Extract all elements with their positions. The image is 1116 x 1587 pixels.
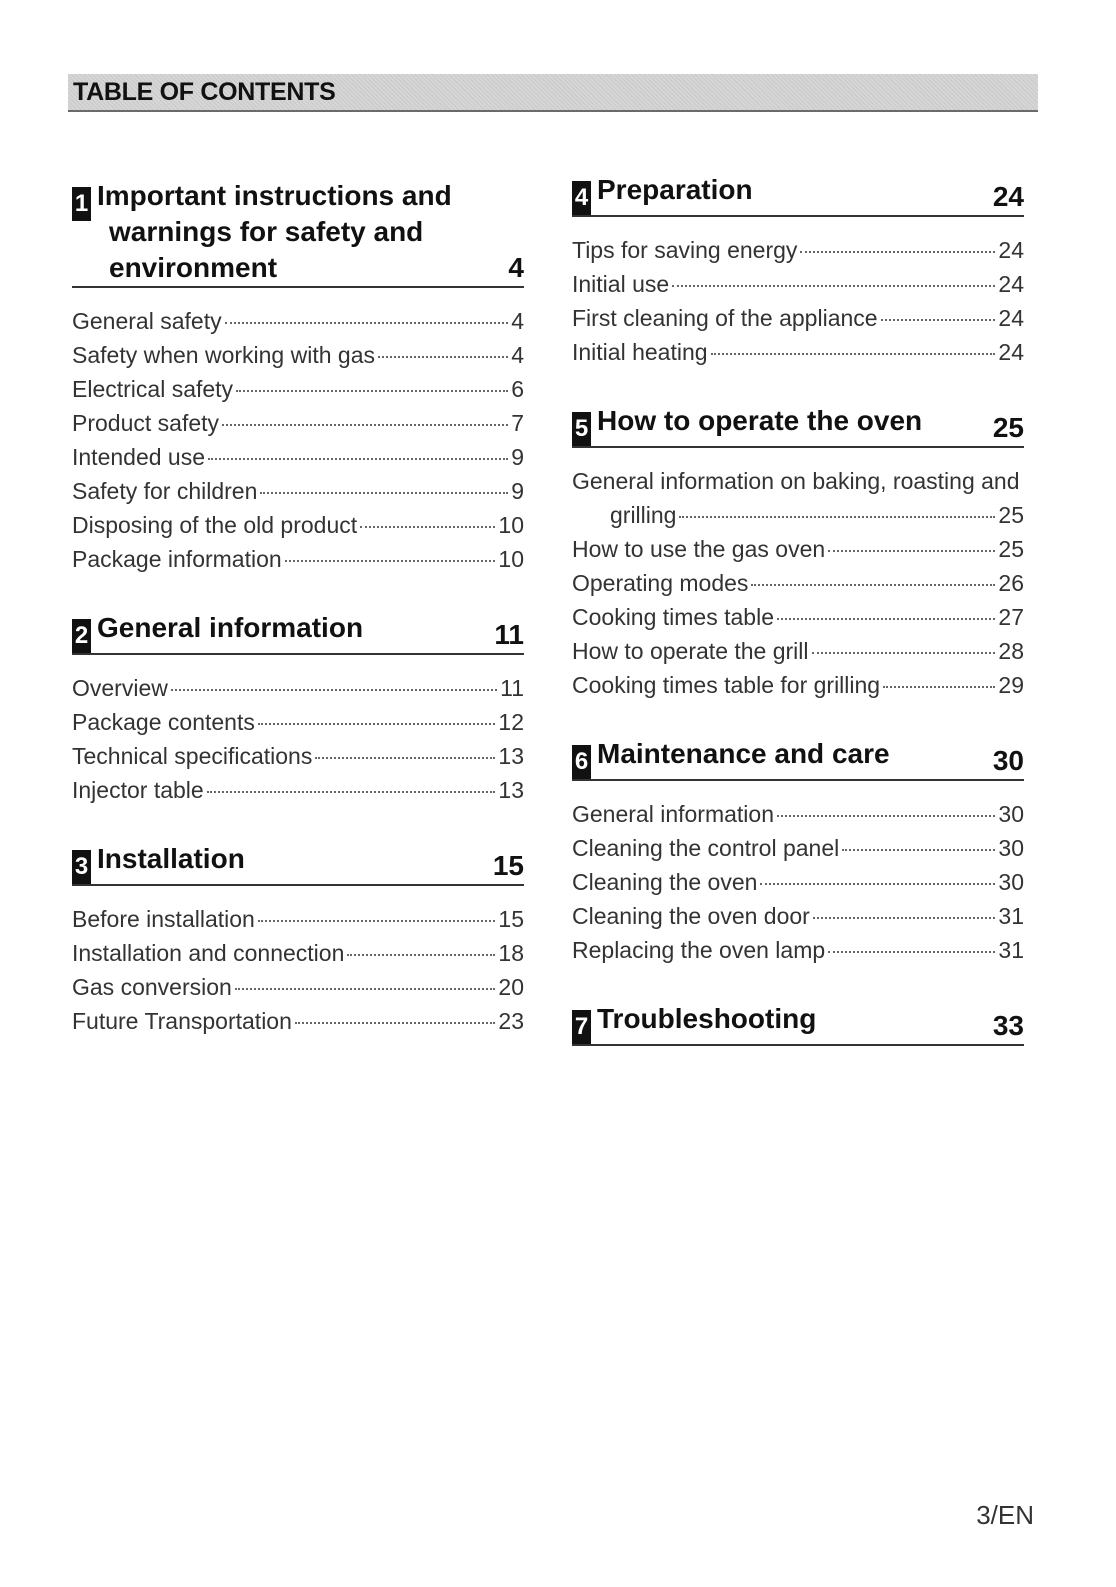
page-footer-label: 3/EN xyxy=(976,1500,1034,1530)
chapter-page-number: 4 xyxy=(508,252,524,283)
toc-entry[interactable]: Gas conversion 20 xyxy=(72,974,524,1000)
chapter-7-heading[interactable] xyxy=(572,1001,1024,1046)
toc-entry[interactable]: Safety when working with gas 4 xyxy=(72,342,524,368)
chapter-2-heading[interactable] xyxy=(72,610,524,655)
chapter-number-badge: 5 xyxy=(572,412,591,446)
chapter-number-badge: 3 xyxy=(72,850,91,884)
chapter-title: Maintenance and care xyxy=(597,738,890,769)
toc-entry[interactable]: General safety 4 xyxy=(72,308,524,334)
toc-entry[interactable]: Cleaning the oven door 31 xyxy=(572,903,1024,929)
chapter-5 xyxy=(572,403,1024,702)
chapter-number-badge: 2 xyxy=(72,619,91,653)
toc-entry[interactable]: Package contents 12 xyxy=(72,709,524,735)
chapter-page-number: 11 xyxy=(494,619,524,650)
toc-entry[interactable]: General information 30 xyxy=(572,801,1024,827)
toc-right-column xyxy=(572,172,1024,1046)
chapter-2 xyxy=(72,610,524,807)
toc-entry[interactable]: First cleaning of the appliance 24 xyxy=(572,305,1024,331)
chapter-title: General information xyxy=(97,612,364,643)
chapter-number-badge: 1 xyxy=(72,187,91,221)
toc-entry[interactable]: Before installation 15 xyxy=(72,906,524,932)
toc-entry[interactable]: Package information 10 xyxy=(72,546,524,572)
toc-entry[interactable]: Electrical safety 6 xyxy=(72,376,524,402)
chapter-page-number: 25 xyxy=(992,412,1024,443)
chapter-6-heading[interactable] xyxy=(572,736,1024,781)
toc-entry[interactable]: Cooking times table 27 xyxy=(572,604,1024,630)
chapter-7 xyxy=(572,1001,1024,1046)
chapter-1 xyxy=(72,178,524,576)
chapter-page-number: 24 xyxy=(992,181,1024,212)
chapter-number-badge: 4 xyxy=(572,181,591,215)
chapter-1-heading[interactable] xyxy=(72,178,524,288)
chapter-title: Preparation xyxy=(597,174,753,205)
toc-entry[interactable]: Replacing the oven lamp 31 xyxy=(572,937,1024,963)
toc-entry[interactable]: Technical specifications 13 xyxy=(72,743,524,769)
chapter-4 xyxy=(572,172,1024,369)
toc-entry[interactable]: How to operate the grill 28 xyxy=(572,638,1024,664)
toc-entry[interactable]: General information on baking, roasting and grilling 25 xyxy=(572,468,1024,528)
chapter-page-number: 30 xyxy=(992,745,1024,776)
chapter-3 xyxy=(72,841,524,1038)
chapter-title: How to operate the oven xyxy=(597,405,923,436)
toc-header-bar xyxy=(68,74,1038,112)
toc-entry[interactable]: Operating modes 26 xyxy=(572,570,1024,596)
toc-entry[interactable]: Injector table 13 xyxy=(72,777,524,803)
chapter-page-number: 15 xyxy=(492,850,524,881)
toc-entry[interactable]: Installation and connection 18 xyxy=(72,940,524,966)
chapter-5-heading[interactable] xyxy=(572,403,1024,448)
toc-title: TABLE OF CONTENTS xyxy=(73,78,336,106)
toc-entry[interactable]: Initial heating 24 xyxy=(572,339,1024,365)
chapter-title: Installation xyxy=(97,843,245,874)
toc-entry[interactable]: Product safety 7 xyxy=(72,410,524,436)
chapter-3-heading[interactable] xyxy=(72,841,524,886)
toc-entry[interactable]: Intended use 9 xyxy=(72,444,524,470)
chapter-6 xyxy=(572,736,1024,967)
toc-entry[interactable]: Disposing of the old product 10 xyxy=(72,512,524,538)
toc-entry[interactable]: Tips for saving energy 24 xyxy=(572,237,1024,263)
chapter-title: Important instructions and warnings for safety and environment xyxy=(97,180,452,283)
chapter-number-badge: 7 xyxy=(572,1010,591,1044)
chapter-page-number: 33 xyxy=(992,1010,1024,1041)
toc-entry[interactable]: Safety for children 9 xyxy=(72,478,524,504)
toc-entry[interactable]: Cleaning the oven 30 xyxy=(572,869,1024,895)
chapter-title: Troubleshooting xyxy=(597,1003,817,1034)
toc-left-column xyxy=(72,178,524,1038)
toc-entry[interactable]: Initial use 24 xyxy=(572,271,1024,297)
chapter-4-heading[interactable] xyxy=(572,172,1024,217)
toc-entry[interactable]: Overview 11 xyxy=(72,675,524,701)
toc-entry[interactable]: Future Transportation 23 xyxy=(72,1008,524,1034)
toc-entry[interactable]: Cooking times table for grilling 29 xyxy=(572,672,1024,698)
chapter-number-badge: 6 xyxy=(572,745,591,779)
toc-entry[interactable]: How to use the gas oven 25 xyxy=(572,536,1024,562)
toc-entry[interactable]: Cleaning the control panel 30 xyxy=(572,835,1024,861)
